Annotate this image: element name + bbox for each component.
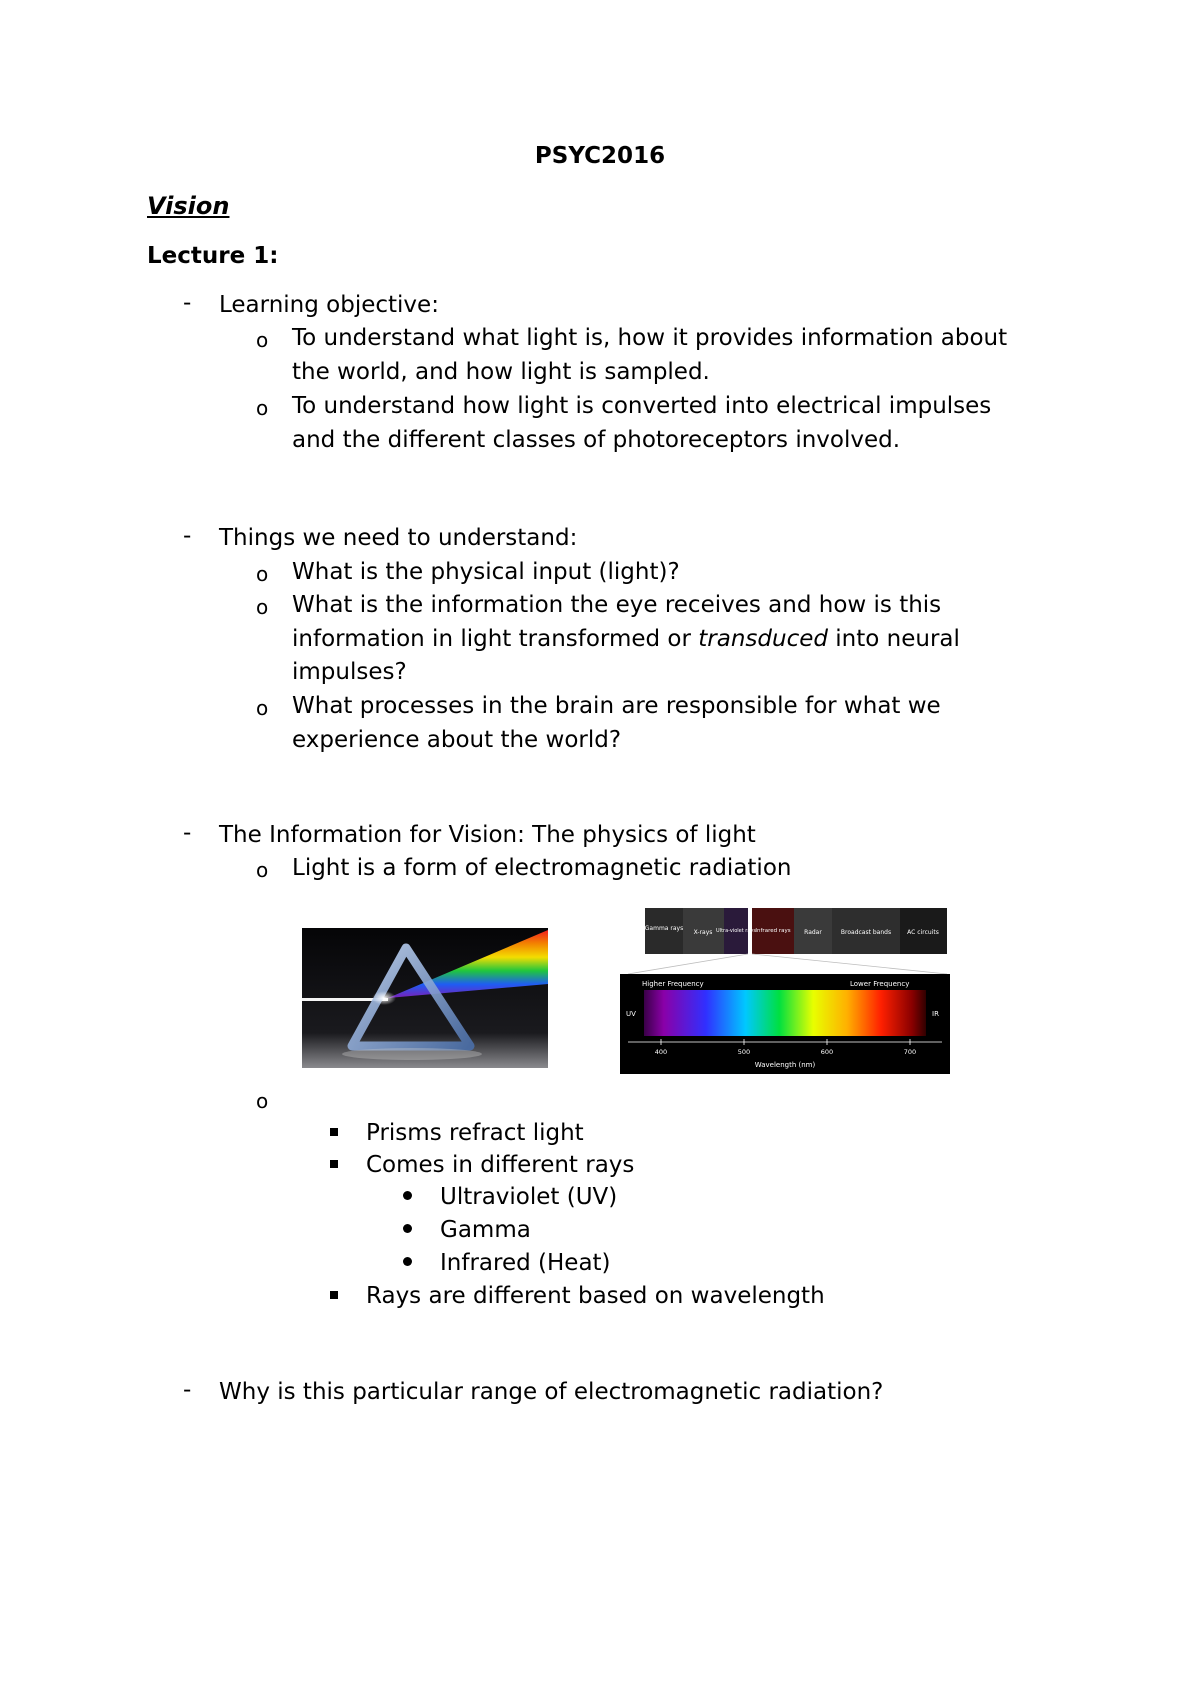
things-item-2-text-b: into neural (827, 626, 960, 652)
ir-label: IR (932, 1010, 939, 1018)
square-bullet (330, 1291, 338, 1299)
circle-bullet: o (256, 328, 269, 352)
band-label: Gamma rays (644, 925, 684, 932)
physics-sub-2: Comes in different rays (366, 1152, 635, 1178)
tick-label: 700 (903, 1048, 917, 1056)
higher-frequency-label: Higher Frequency (642, 980, 704, 988)
section-heading: Vision (147, 192, 230, 220)
circle-bullet: o (256, 858, 269, 882)
physics-item-1: Light is a form of electromagnetic radiation (292, 855, 792, 881)
band-label: Ultra-violet rays (716, 928, 756, 934)
circle-bullet: o (256, 396, 269, 420)
things-item-3-line-1: What processes in the brain are responsible for what we (292, 693, 941, 719)
dash-bullet: - (183, 523, 192, 549)
learning-item-2-line-2: and the different classes of photoreceptors involved. (292, 427, 901, 453)
course-title: PSYC2016 (534, 143, 666, 169)
square-bullet (330, 1160, 338, 1168)
tick-label: 400 (654, 1048, 668, 1056)
band-label: X-rays (693, 929, 713, 936)
lecture-heading: Lecture 1: (147, 243, 279, 269)
ray-item-2: Gamma (440, 1217, 531, 1243)
round-bullet (403, 1257, 412, 1266)
tick-label: 600 (820, 1048, 834, 1056)
physics-sub-1: Prisms refract light (366, 1120, 584, 1146)
learning-heading: Learning objective: (219, 292, 439, 318)
things-item-2-line-2 (292, 622, 960, 656)
circle-bullet: o (256, 1089, 269, 1113)
physics-sub-3: Rays are different based on wavelength (366, 1283, 825, 1309)
learning-item-1-line-2: the world, and how light is sampled. (292, 359, 710, 385)
things-item-2-text-a: information in light transformed or (292, 626, 699, 652)
dash-bullet: - (183, 820, 192, 846)
band-label: AC circuits (907, 929, 939, 936)
things-item-2-line-3: impulses? (292, 659, 407, 685)
band-label: Radar (804, 929, 822, 936)
visible-spectrum-bar (644, 990, 926, 1036)
wavelength-axis-label: Wavelength (nm) (754, 1061, 816, 1069)
dash-bullet: - (183, 1377, 192, 1403)
band-label: Broadcast bands (840, 929, 892, 936)
tick-label: 500 (737, 1048, 751, 1056)
circle-bullet: o (256, 562, 269, 586)
band-label: Infrared rays (755, 928, 791, 934)
electromagnetic-spectrum-image (620, 906, 950, 1076)
ray-item-1: Ultraviolet (UV) (440, 1184, 618, 1210)
square-bullet (330, 1128, 338, 1136)
circle-bullet: o (256, 696, 269, 720)
things-heading: Things we need to understand: (219, 525, 578, 551)
uv-label: UV (626, 1010, 636, 1018)
round-bullet (403, 1191, 412, 1200)
things-item-3-line-2: experience about the world? (292, 727, 622, 753)
prism-image (302, 928, 548, 1068)
physics-heading: The Information for Vision: The physics of light (219, 822, 756, 848)
learning-item-2-line-1: To understand how light is converted into electrical impulses (292, 393, 992, 419)
things-item-2-line-1: What is the information the eye receives and how is this (292, 592, 942, 618)
learning-item-1-line-1: To understand what light is, how it provides information about (292, 325, 1008, 351)
transduced-emphasis: transduced (698, 626, 828, 652)
ray-item-3: Infrared (Heat) (440, 1250, 611, 1276)
round-bullet (403, 1224, 412, 1233)
circle-bullet: o (256, 595, 269, 619)
question-text: Why is this particular range of electromagnetic radiation? (219, 1379, 884, 1405)
lower-frequency-label: Lower Frequency (850, 980, 910, 988)
things-item-1: What is the physical input (light)? (292, 559, 680, 585)
dash-bullet: - (183, 290, 192, 316)
